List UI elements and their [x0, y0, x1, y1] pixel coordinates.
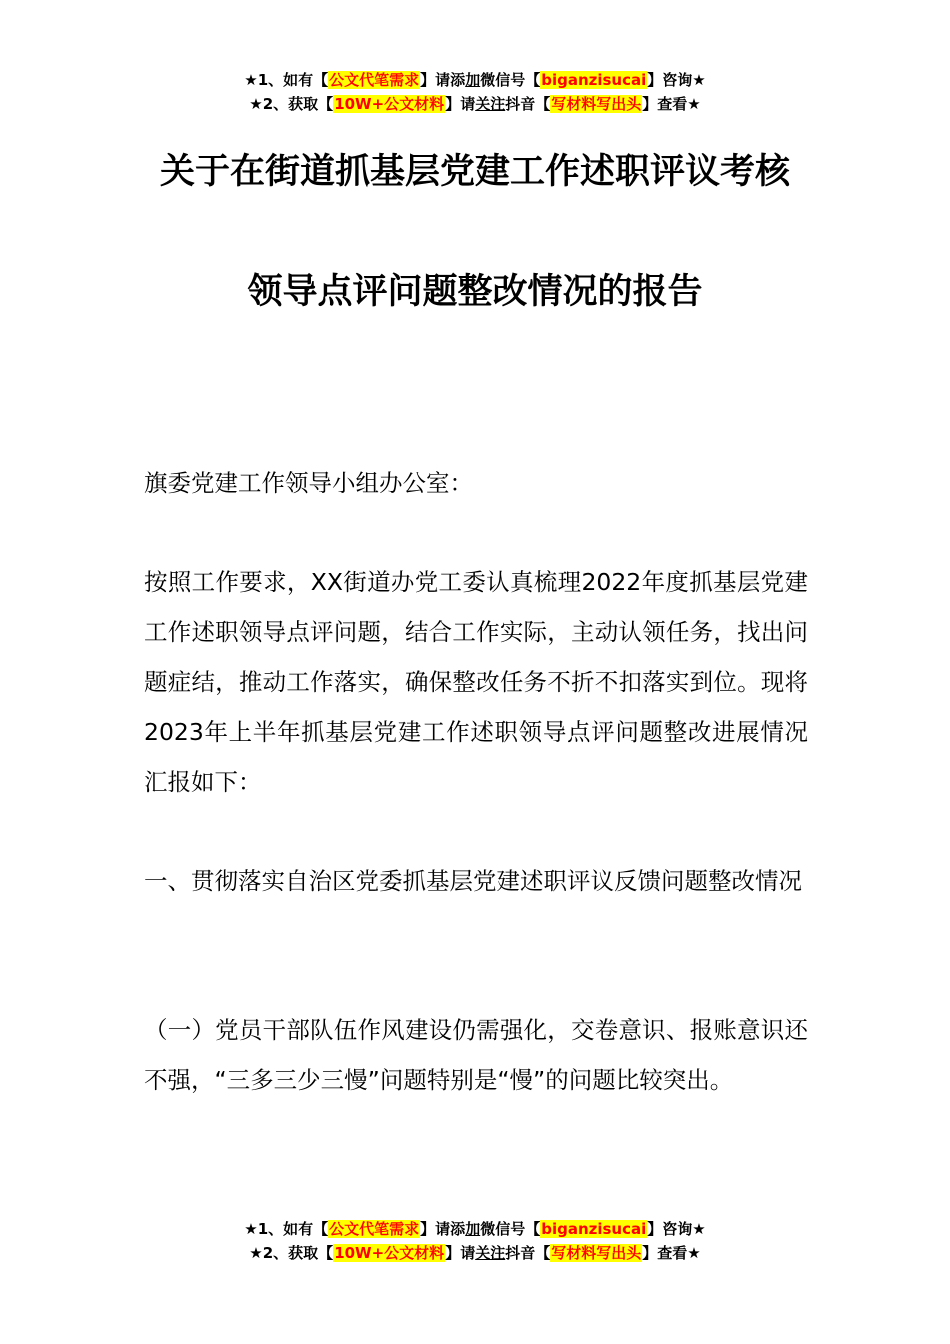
- promo-text: 】请: [445, 1244, 476, 1262]
- promo-highlight: 公文代笔需求: [329, 1220, 420, 1238]
- promo-text: 抖音【: [505, 95, 551, 113]
- promo-text: ★1、如有【: [244, 71, 329, 89]
- promo-text: ★2、获取【: [249, 1244, 334, 1262]
- promo-highlight-wechat-id: biganzisucai: [541, 1220, 647, 1238]
- promo-text: 抖音【: [505, 1244, 551, 1262]
- document-title-line-1: 关于在街道抓基层党建工作述职评议考核: [159, 152, 790, 192]
- promo-highlight-wechat-id: biganzisucai: [541, 71, 647, 89]
- promo-text: 微信号【: [480, 1220, 541, 1238]
- promo-text: 】查看★: [642, 95, 701, 113]
- promo-line-2: [0, 1241, 950, 1265]
- promo-text: ★2、获取【: [249, 95, 334, 113]
- promo-underlined: 关注: [475, 1244, 506, 1262]
- promo-text: 】咨询★: [647, 71, 706, 89]
- promo-underlined: 关注: [475, 95, 506, 113]
- promo-banner-bottom: [0, 1217, 950, 1265]
- promo-text: 】查看★: [642, 1244, 701, 1262]
- section-heading-1: 一、贯彻落实自治区党委抓基层党建述职评议反馈问题整改情况: [144, 867, 802, 895]
- document-title-line-2: 领导点评问题整改情况的报告: [247, 272, 703, 312]
- promo-text: 微信号【: [480, 71, 541, 89]
- promo-underlined: 加: [465, 71, 481, 89]
- promo-highlight: 10W+公文材料: [334, 1244, 445, 1262]
- promo-line-2: [0, 92, 950, 116]
- promo-banner-top: [0, 68, 950, 116]
- subsection-1: （一）党员干部队伍作风建设仍需强化，交卷意识、报账意识还不强，“三多三少三慢”问题特别是“慢”的问题比较突出。: [144, 1016, 808, 1094]
- promo-highlight: 10W+公文材料: [334, 95, 445, 113]
- addressee: 旗委党建工作领导小组办公室：: [144, 469, 473, 497]
- intro-paragraph: 按照工作要求，XX街道办党工委认真梳理2022年度抓基层党建工作述职领导点评问题，结合工作实际，主动认领任务，找出问题症结，推动工作落实，确保整改任务不折不扣落实到位。现将2023年上半年抓基层党建工作述职领导点评问题整改进展情况汇报如下：: [144, 568, 808, 796]
- promo-highlight-douyin: 写材料写出头: [551, 95, 642, 113]
- promo-highlight: 公文代笔需求: [329, 71, 420, 89]
- promo-text: 】请: [445, 95, 476, 113]
- promo-underlined: 加: [465, 1220, 481, 1238]
- promo-text: 】请添: [420, 1220, 466, 1238]
- promo-text: 】请添: [420, 71, 466, 89]
- promo-text: ★1、如有【: [244, 1220, 329, 1238]
- promo-highlight-douyin: 写材料写出头: [551, 1244, 642, 1262]
- promo-line-1: [0, 68, 950, 92]
- promo-line-1: [0, 1217, 950, 1241]
- promo-text: 】咨询★: [647, 1220, 706, 1238]
